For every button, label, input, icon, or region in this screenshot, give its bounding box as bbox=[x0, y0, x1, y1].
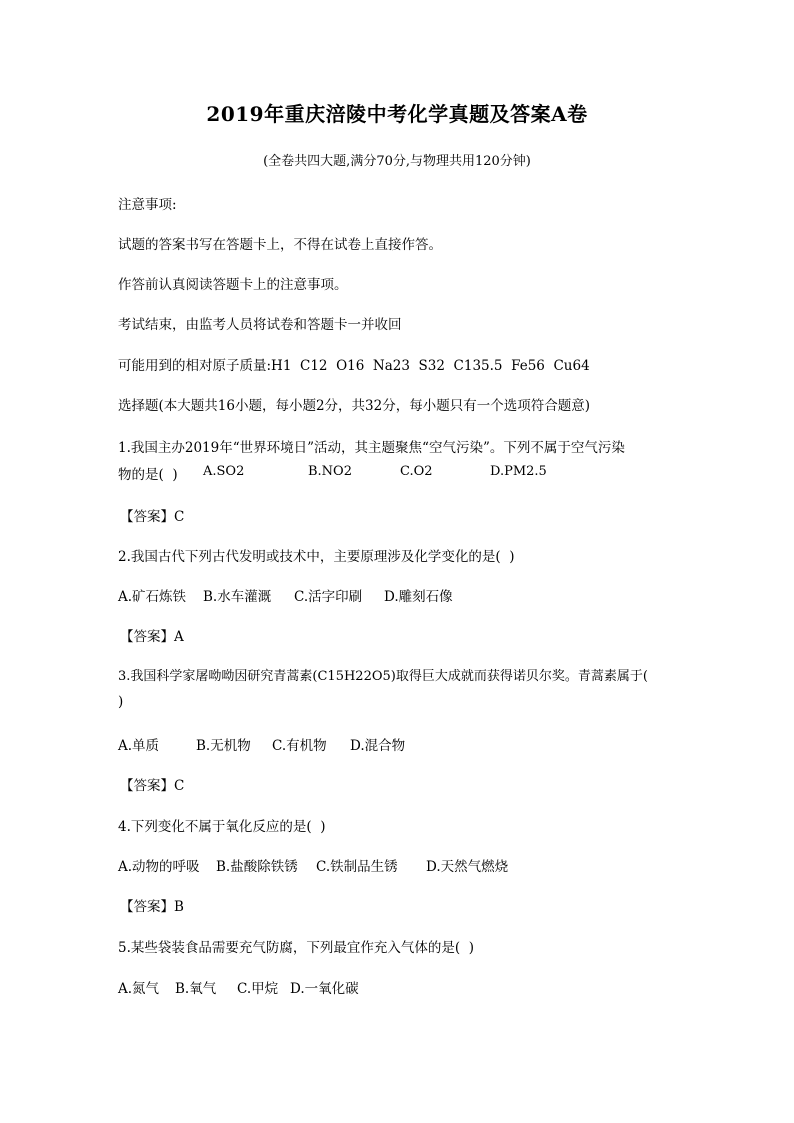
question-1-option-d: D.PM2.5 bbox=[490, 464, 547, 479]
question-4-option-a: A.动物的呼吸 bbox=[118, 859, 200, 875]
question-3-option-d: D.混合物 bbox=[350, 738, 406, 754]
question-3-option-a: A.单质 bbox=[118, 738, 160, 754]
page-subtitle: (全卷共四大题,满分70分,与物理共用120分钟) bbox=[263, 154, 531, 169]
question-2-option-c: C.活字印刷 bbox=[294, 589, 363, 605]
question-4-option-c: C.铁制品生锈 bbox=[316, 859, 398, 875]
question-3-stem-cont: ) bbox=[118, 694, 124, 710]
question-5-option-b: B.氧气 bbox=[175, 981, 217, 997]
question-2-option-b: B.水车灌溉 bbox=[203, 589, 272, 605]
question-3-stem: 3.我国科学家屠呦呦因研究青蒿素(C15H22O5)取得巨大成就而获得诺贝尔奖。青蒿素属于( bbox=[118, 669, 648, 684]
question-4-option-d: D.天然气燃烧 bbox=[426, 859, 509, 875]
question-5-option-c: C.甲烷 bbox=[237, 981, 279, 997]
question-5-option-d: D.一氧化碳 bbox=[290, 981, 359, 997]
question-5-stem: 5.某些袋装食品需要充气防腐，下列最宜作充入气体的是( ) bbox=[118, 940, 474, 956]
question-1-option-c: C.O2 bbox=[400, 464, 433, 479]
question-3-option-b: B.无机物 bbox=[196, 738, 251, 754]
question-3-option-c: C.有机物 bbox=[272, 738, 327, 754]
section-heading: 选择题(本大题共16小题，每小题2分，共32分，每小题只有一个选项符合题意) bbox=[118, 398, 590, 414]
note-item: 作答前认真阅读答题卡上的注意事项。 bbox=[118, 277, 348, 293]
question-1-stem-cont: 物的是( ) bbox=[118, 467, 178, 483]
question-4-option-b: B.盐酸除铁锈 bbox=[216, 859, 298, 875]
atomic-masses: 可能用到的相对原子质量:H1 C12 O16 Na23 S32 C135.5 Fe56 Cu64 bbox=[118, 358, 590, 374]
question-5-option-a: A.氮气 bbox=[118, 981, 160, 997]
question-1-stem: 1.我国主办2019年“世界环境日”活动，其主题聚焦“空气污染”。下列不属于空气污染 bbox=[118, 440, 625, 456]
question-2-option-a: A.矿石炼铁 bbox=[118, 589, 187, 605]
page-title: 2019年重庆涪陵中考化学真题及答案A卷 bbox=[206, 102, 588, 126]
question-3-answer: 【答案】C bbox=[120, 778, 185, 794]
question-4-answer: 【答案】B bbox=[120, 899, 184, 915]
question-2-option-d: D.雕刻石像 bbox=[384, 589, 453, 605]
note-item: 考试结束，由监考人员将试卷和答题卡一并收回 bbox=[118, 317, 402, 333]
question-1-option-a: A.SO2 bbox=[203, 464, 245, 479]
question-1-answer: 【答案】C bbox=[120, 509, 185, 525]
question-1-option-b: B.NO2 bbox=[308, 464, 352, 479]
notes-heading: 注意事项: bbox=[118, 197, 177, 213]
note-item: 试题的答案书写在答题卡上，不得在试卷上直接作答。 bbox=[118, 237, 442, 253]
question-4-stem: 4.下列变化不属于氧化反应的是( ) bbox=[118, 819, 326, 835]
question-2-stem: 2.我国古代下列古代发明或技术中，主要原理涉及化学变化的是( ) bbox=[118, 549, 515, 565]
question-2-answer: 【答案】A bbox=[120, 629, 184, 645]
